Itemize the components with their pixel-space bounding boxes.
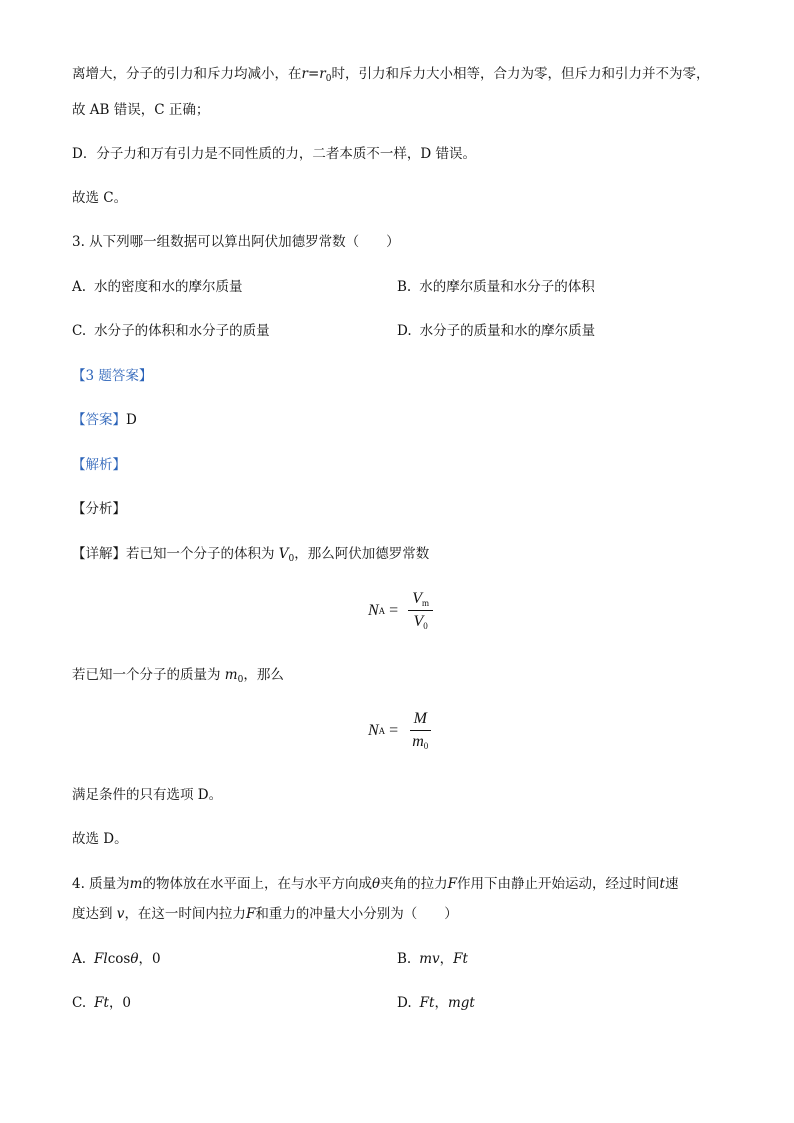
subscript: m <box>421 598 429 608</box>
var: V <box>413 613 424 630</box>
option-text: Ft <box>419 995 435 1011</box>
formula-lhs: N <box>368 601 379 619</box>
option-c <box>72 321 270 341</box>
option-letter: B. <box>397 279 412 295</box>
var: V <box>412 590 422 607</box>
option-c <box>72 993 131 1013</box>
option-text: 水分子的质量和水的摩尔质量 <box>419 323 596 339</box>
variable: r <box>319 66 326 82</box>
answer-label: 【答案】 <box>72 412 126 428</box>
denominator <box>408 731 432 751</box>
variable: m <box>129 876 143 892</box>
text-segment: ，在这一时间内拉力 <box>124 906 246 922</box>
option-a <box>72 277 243 297</box>
fraction <box>408 710 432 751</box>
fenxi-label: 【分析】 <box>72 501 126 517</box>
subscript: 0 <box>237 675 244 685</box>
option-text: Fl <box>94 951 108 967</box>
text-segment: 4. 质量为 <box>72 876 130 892</box>
option-b <box>397 949 468 969</box>
text-line: 故选 C。 <box>72 190 128 206</box>
formula-avogadro-volume: N A = $\frac{V_m}{V_0}$ <box>368 590 433 631</box>
formula-avogadro-mass: N A = $\frac{M}{m_0}$ <box>368 710 432 751</box>
detail-label: 【详解】 <box>72 546 126 562</box>
detail-line <box>72 544 429 564</box>
option-text: Ft <box>94 995 109 1011</box>
option-letter: B. <box>397 951 412 967</box>
option-letter: C. <box>72 995 87 1011</box>
equals-sign: = <box>389 721 399 739</box>
fraction <box>408 590 433 631</box>
option-text: mv <box>419 951 440 967</box>
text-line: 故 AB 错误，C 正确； <box>72 102 210 118</box>
option-letter: A. <box>72 279 87 295</box>
answer-value: D <box>126 412 137 428</box>
text-segment: 若已知一个分子的质量为 <box>72 667 225 683</box>
option-letter: D. <box>397 995 412 1011</box>
variable: F <box>447 876 457 892</box>
option-letter: C. <box>72 323 87 339</box>
question-stem-line-1 <box>72 874 678 894</box>
option-d <box>397 321 595 341</box>
option-text: ，0 <box>108 995 132 1011</box>
option-text: 水的密度和水的摩尔质量 <box>94 279 243 295</box>
option-text: ， <box>434 995 448 1011</box>
variable: θ <box>371 876 381 892</box>
numerator <box>408 590 433 611</box>
text-segment: 和重力的冲量大小分别为（ ） <box>255 906 458 922</box>
option-text: 水的摩尔质量和水分子的体积 <box>419 279 595 295</box>
text-segment: 度达到 <box>72 906 117 922</box>
formula-lhs: N <box>368 721 379 739</box>
option-a <box>72 949 161 969</box>
variable: t <box>659 876 665 892</box>
subscript: 0 <box>288 554 295 564</box>
subscript: 0 <box>325 74 332 84</box>
answer-header: 【3 题答案】 <box>72 368 153 384</box>
option-text: mgt <box>447 995 475 1011</box>
option-letter: D. <box>397 323 412 339</box>
final-line: 故选 D。 <box>72 831 128 847</box>
option-text: ，0 <box>138 951 161 967</box>
mass-line <box>72 665 284 685</box>
text-segment: = <box>307 66 320 82</box>
option-text: ， <box>439 951 454 967</box>
option-letter: A. <box>72 951 87 967</box>
text-segment: ，那么 <box>243 667 284 683</box>
denominator <box>409 611 431 631</box>
variable: V <box>278 546 289 562</box>
text-segment: 离增大，分子的引力和斥力均减小，在 <box>72 66 302 82</box>
text-segment: ，那么阿伏加德罗常数 <box>294 546 430 562</box>
conclusion-line: 满足条件的只有选项 D。 <box>72 787 223 803</box>
text-segment: 速 <box>664 876 679 892</box>
subscript: 0 <box>423 621 428 631</box>
option-text: cos <box>107 951 131 967</box>
equals-sign: = <box>389 601 399 619</box>
analysis-label: 【解析】 <box>72 457 126 473</box>
numerator <box>410 710 431 731</box>
option-text: θ <box>130 951 139 967</box>
question-stem: 3. 从下列哪一组数据可以算出阿伏加德罗常数（ ） <box>72 234 400 250</box>
option-b <box>397 277 595 297</box>
variable: m <box>224 667 238 683</box>
text-line: D．分子力和万有引力是不同性质的力，二者本质不一样，D 错误。 <box>72 146 476 162</box>
variable: v <box>116 906 125 922</box>
text-segment: 时，引力和斥力大小相等，合力为零，但斥力和引力并不为零， <box>331 66 710 82</box>
option-text: 水分子的体积和水分子的质量 <box>94 323 270 339</box>
variable: F <box>245 906 256 922</box>
subscript: 0 <box>423 741 429 751</box>
text-segment: 作用下由静止开始运动，经过时间 <box>457 876 660 892</box>
var: M <box>413 710 427 727</box>
option-d <box>397 993 475 1013</box>
variable: r <box>301 66 308 82</box>
text-line <box>72 64 709 84</box>
answer-line <box>72 410 137 430</box>
question-stem-line-2 <box>72 904 458 924</box>
text-segment: 夹角的拉力 <box>380 876 448 892</box>
option-text: Ft <box>453 951 468 967</box>
var: m <box>412 733 424 750</box>
text-segment: 的物体放在水平面上，在与水平方向成 <box>142 876 372 892</box>
text-segment: 若已知一个分子的体积为 <box>126 546 279 562</box>
